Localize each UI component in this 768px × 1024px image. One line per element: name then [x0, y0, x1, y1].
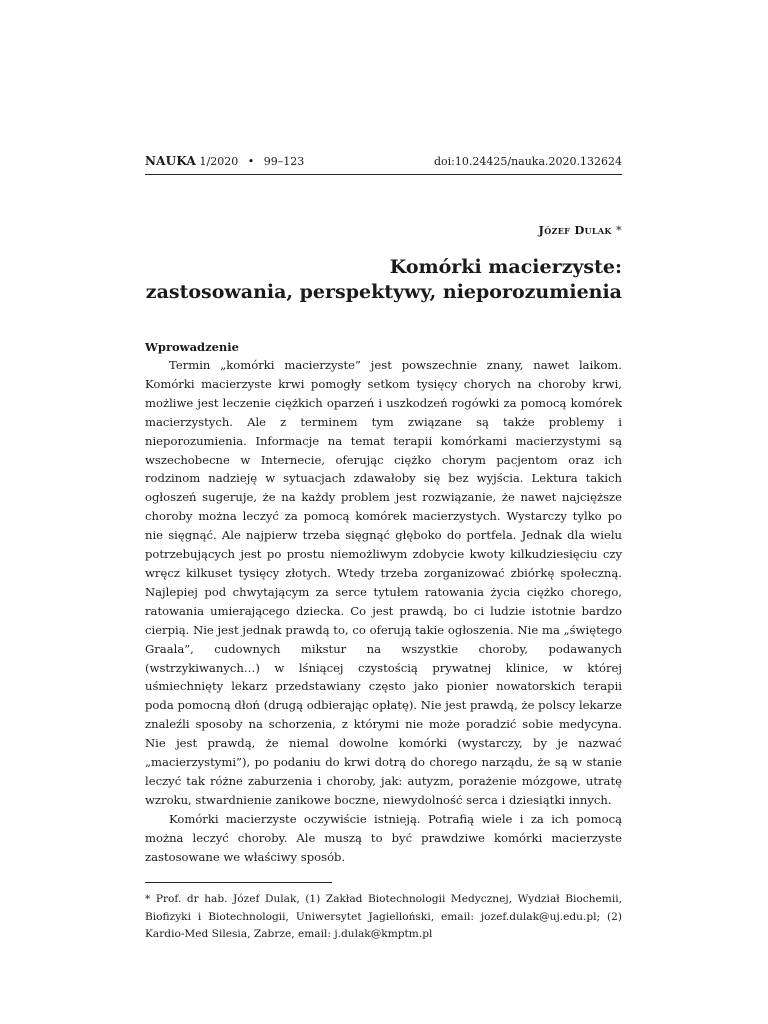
separator-bullet: •	[247, 155, 255, 168]
paragraph: Termin „komórki macierzyste” jest powszechnie znany, nawet laikom. Komórki macierzyste krwi pomogły setkom tysięcy chorych na choroby krwi, możliwe jest leczenie ciężkich oparzeń i uszkodzeń rogówki za pomocą komórek macierzystych. Ale z terminem tym związane są także problemy i nieporozumienia. Informacje na temat terapii komórkami macierzystymi są wszechobecne w Internecie, oferując ciężko chorym pacjentom oraz ich rodzinom nadzieję w sytuacjach zdawałoby się bez wyjścia. Lektura takich ogłoszeń sugeruje, że na każdy problem jest rozwiązanie, że nawet najcięższe choroby można leczyć za pomocą komórek macierzystych. Wystarczy tylko po nie sięgnąć. Ale najpierw trzeba sięgnąć głęboko do portfela. Jednak dla wielu potrzebujących jest po prostu niemożliwym zdobycie kwoty kilkudziesięciu czy wręcz kilkuset tysięcy złotych. Wtedy trzeba zorganizować zbiórkę społeczną. Najlepiej pod chwytającym za serce tytułem ratowania życia ciężko chorego, ratowania umierającego dziecka. Co jest prawdą, bo ci ludzie istotnie bardzo cierpią. Nie jest jednak prawdą to, co oferują takie ogłoszenia. Nie ma „świętego Graala”, cudownych mikstur na wszystkie choroby, podawanych (wstrzykiwanych…) w lśniącej czystością prywatnej klinice, w której uśmiechnięty lekarz przedstawiany często jako pionier nowatorskich terapii poda pomocną dłoń (drugą odbierając opłatę). Nie jest prawdą, że polscy lekarze znaleźli sposoby na schorzenia, z którymi nie może poradzić sobie medycyna. Nie jest prawdą, że niemal dowolne komórki (wystarczy, by je nazwać „macierzystymi”), po podaniu do krwi dotrą do chorego narządu, że są w stanie leczyć tak różne zaburzenia i choroby, jak: autyzm, porażenie mózgowe, utratę wzroku, stwardnienie zanikowe boczne, niewydolność serca i dziesiątki innych.	[145, 358, 622, 807]
journal-name: NAUKA	[145, 154, 196, 168]
running-head	[145, 152, 622, 175]
body-text	[145, 356, 622, 866]
author-line	[145, 223, 622, 237]
paragraph: Komórki macierzyste oczywiście istnieją. Potrafią wiele i za ich pomocą można leczyć choroby. Ale muszą to być prawdziwe komórki macierzyste zastosowane we właściwy sposób.	[145, 811, 622, 864]
section-heading: Wprowadzenie	[145, 340, 239, 354]
author-name: Józef Dulak	[538, 223, 612, 237]
footnote-divider	[145, 882, 332, 883]
doi: doi:10.24425/nauka.2020.132624	[433, 155, 622, 168]
journal-info	[145, 152, 304, 171]
page-range: 99–123	[263, 155, 305, 168]
author-footnote-mark: *	[615, 223, 622, 237]
article-title	[145, 255, 622, 305]
title-line-2: zastosowania, perspektywy, nieporozumienia	[145, 281, 622, 303]
article-page	[145, 152, 622, 944]
journal-issue: 1/2020	[199, 155, 239, 168]
author-footnote: * Prof. dr hab. Józef Dulak, (1) Zakład Biotechnologii Medycznej, Wydział Biochemii, Biofizyki i Biotechnologii, Uniwersytet Jagielloński, email: jozef.dulak@uj.edu.pl; (2) Kardio-Med Silesia, Zabrze, email: j.dulak@kmptm.pl	[145, 893, 622, 941]
title-line-1: Komórki macierzyste:	[389, 256, 622, 278]
